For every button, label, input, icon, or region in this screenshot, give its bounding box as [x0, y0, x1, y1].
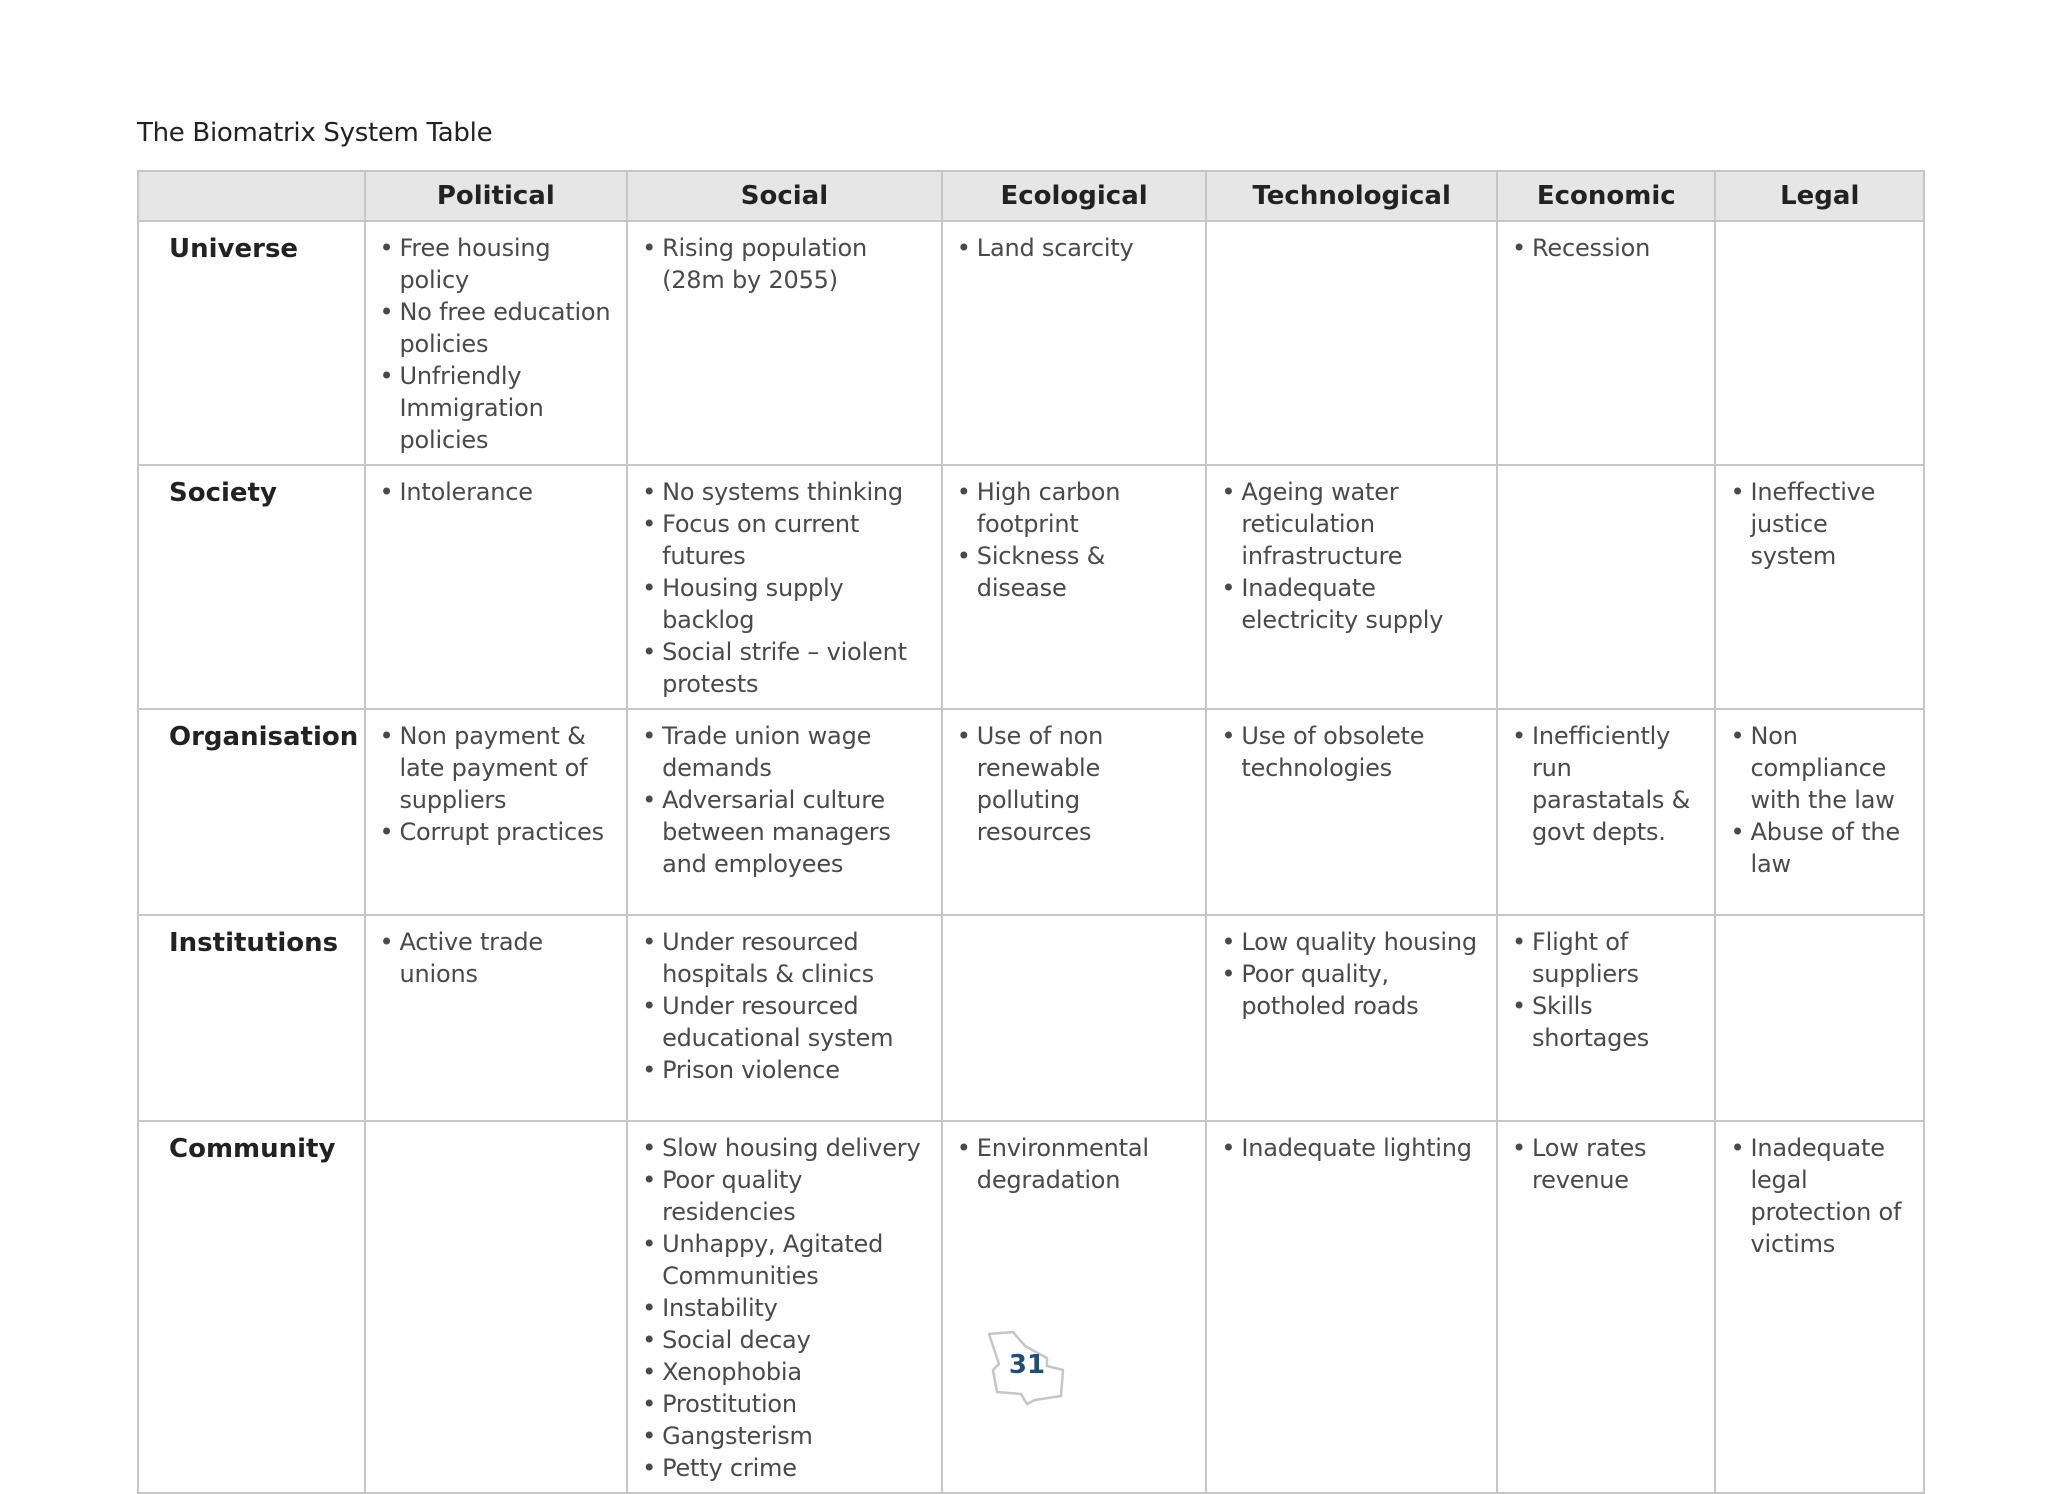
bullet-list — [380, 476, 619, 508]
table-cell — [942, 1121, 1207, 1493]
table-cell — [1715, 465, 1924, 709]
list-item: • Prison violence — [642, 1054, 933, 1086]
bullet-list — [642, 232, 933, 296]
table-cell — [1715, 915, 1924, 1121]
bullet-list — [957, 476, 1198, 604]
table-cell — [1206, 1121, 1497, 1493]
column-header-technological: Technological — [1206, 171, 1497, 221]
bullet-list — [642, 720, 933, 880]
list-item: • Under resourced hospitals & clinics — [642, 926, 933, 990]
table-cell — [942, 915, 1207, 1121]
table-cell — [1497, 465, 1715, 709]
bullet-list — [1730, 720, 1915, 880]
list-item: • Social strife – violent protests — [642, 636, 933, 700]
table-cell — [627, 221, 942, 465]
bullet-list — [957, 720, 1198, 848]
list-item: • Rising population (28m by 2055) — [642, 232, 933, 296]
bullet-list — [1221, 1132, 1488, 1164]
column-header-social: Social — [627, 171, 942, 221]
list-item: • Inefficiently run parastatals & govt depts. — [1512, 720, 1706, 848]
list-item: • Unhappy, Agitated Communities — [642, 1228, 933, 1292]
table-row — [138, 1121, 1924, 1493]
bullet-list — [642, 1132, 933, 1484]
bullet-list — [957, 232, 1198, 264]
list-item: • Inadequate legal protection of victims — [1730, 1132, 1915, 1260]
list-item: • Slow housing delivery — [642, 1132, 933, 1164]
list-item: • Skills shortages — [1512, 990, 1706, 1054]
list-item: • Non payment & late payment of suppliers — [380, 720, 619, 816]
page-number-badge — [985, 1330, 1069, 1406]
bullet-list — [1512, 720, 1706, 848]
list-item: • Land scarcity — [957, 232, 1198, 264]
list-item: • Ageing water reticulation infrastructure — [1221, 476, 1488, 572]
table-cell — [942, 709, 1207, 915]
list-item: • Intolerance — [380, 476, 619, 508]
list-item: • Gangsterism — [642, 1420, 933, 1452]
table-cell — [627, 709, 942, 915]
table-cell — [1206, 465, 1497, 709]
bullet-list — [642, 926, 933, 1086]
table-title: The Biomatrix System Table — [137, 118, 493, 148]
list-item: • Low rates revenue — [1512, 1132, 1706, 1196]
list-item: • Instability — [642, 1292, 933, 1324]
bullet-list — [1730, 1132, 1915, 1260]
list-item: • Social decay — [642, 1324, 933, 1356]
list-item: • Housing supply backlog — [642, 572, 933, 636]
table-row — [138, 709, 1924, 915]
list-item: • Active trade unions — [380, 926, 619, 990]
table-cell — [1206, 709, 1497, 915]
list-item: • Under resourced educational system — [642, 990, 933, 1054]
table-row — [138, 465, 1924, 709]
list-item: • Sickness & disease — [957, 540, 1198, 604]
row-header: Society — [138, 465, 365, 709]
table-cell — [1497, 1121, 1715, 1493]
table-cell — [1715, 221, 1924, 465]
bullet-list — [380, 926, 619, 990]
corner-cell — [138, 171, 365, 221]
list-item: • Recession — [1512, 232, 1706, 264]
bullet-list — [1512, 1132, 1706, 1196]
row-header: Institutions — [138, 915, 365, 1121]
list-item: • Inadequate lighting — [1221, 1132, 1488, 1164]
list-item: • Poor quality residencies — [642, 1164, 933, 1228]
column-header-political: Political — [365, 171, 628, 221]
header-row — [138, 171, 1924, 221]
list-item: • Abuse of the law — [1730, 816, 1915, 880]
table-cell — [942, 221, 1207, 465]
list-item: • Environmental degradation — [957, 1132, 1198, 1196]
list-item: • Prostitution — [642, 1388, 933, 1420]
table-cell — [1497, 709, 1715, 915]
table-cell — [627, 1121, 942, 1493]
bullet-list — [1512, 926, 1706, 1054]
table-cell — [1715, 1121, 1924, 1493]
list-item: • High carbon footprint — [957, 476, 1198, 540]
table-cell — [627, 465, 942, 709]
table-cell — [1206, 915, 1497, 1121]
list-item: • Poor quality, potholed roads — [1221, 958, 1488, 1022]
list-item: • Use of non renewable polluting resources — [957, 720, 1198, 848]
bullet-list — [642, 476, 933, 700]
row-header: Community — [138, 1121, 365, 1493]
bullet-list — [957, 1132, 1198, 1196]
table-cell — [1715, 709, 1924, 915]
list-item: • No free education policies — [380, 296, 619, 360]
list-item: • Inadequate electricity supply — [1221, 572, 1488, 636]
list-item: • Non compliance with the law — [1730, 720, 1915, 816]
bullet-list — [1221, 476, 1488, 636]
table-cell — [365, 465, 628, 709]
list-item: • Ineffective justice system — [1730, 476, 1915, 572]
list-item: • Trade union wage demands — [642, 720, 933, 784]
column-header-ecological: Ecological — [942, 171, 1207, 221]
list-item: • Adversarial culture between managers and employees — [642, 784, 933, 880]
table-cell — [365, 1121, 628, 1493]
column-header-economic: Economic — [1497, 171, 1715, 221]
list-item: • Focus on current futures — [642, 508, 933, 572]
list-item: • Petty crime — [642, 1452, 933, 1484]
list-item: • Low quality housing — [1221, 926, 1488, 958]
table-cell — [1206, 221, 1497, 465]
list-item: • No systems thinking — [642, 476, 933, 508]
list-item: • Corrupt practices — [380, 816, 619, 848]
list-item: • Xenophobia — [642, 1356, 933, 1388]
bullet-list — [380, 232, 619, 456]
bullet-list — [1512, 232, 1706, 264]
table-cell — [365, 915, 628, 1121]
table-row — [138, 221, 1924, 465]
bullet-list — [1730, 476, 1915, 572]
table-cell — [365, 221, 628, 465]
table-cell — [627, 915, 942, 1121]
column-header-legal: Legal — [1715, 171, 1924, 221]
bullet-list — [380, 720, 619, 848]
list-item: • Unfriendly Immigration policies — [380, 360, 619, 456]
list-item: • Use of obsolete technologies — [1221, 720, 1488, 784]
row-header: Organisation — [138, 709, 365, 915]
bullet-list — [1221, 926, 1488, 1022]
table-cell — [1497, 221, 1715, 465]
list-item: • Flight of suppliers — [1512, 926, 1706, 990]
biomatrix-table — [137, 170, 1925, 1494]
table-cell — [365, 709, 628, 915]
table-row — [138, 915, 1924, 1121]
bullet-list — [1221, 720, 1488, 784]
row-header: Universe — [138, 221, 365, 465]
list-item: • Free housing policy — [380, 232, 619, 296]
page-number: 31 — [1008, 1350, 1046, 1380]
table-cell — [942, 465, 1207, 709]
table-cell — [1497, 915, 1715, 1121]
